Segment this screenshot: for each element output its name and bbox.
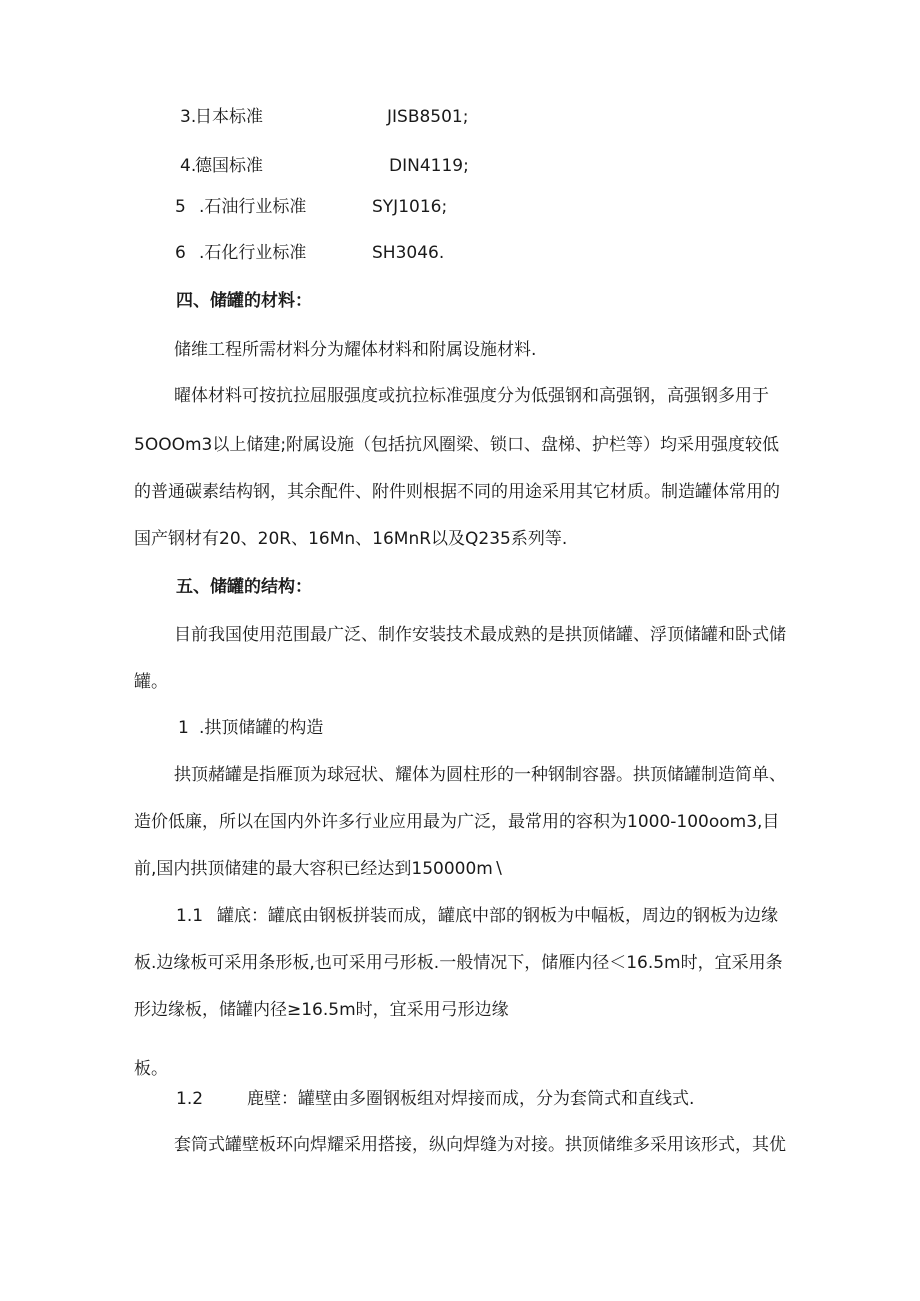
standard-number: 5 (175, 197, 186, 217)
standard-number: 4. (180, 156, 197, 176)
paragraph-line: 前,国内拱顶储建的最大容积已经达到150000m∖ (134, 859, 504, 879)
standard-name: 德国标准 (195, 156, 263, 176)
item-text: 罐底：罐底由钢板拼装而成，罐底中部的钢板为中幅板，周边的钢板为边缘 (217, 906, 778, 926)
item-1-2 (0, 1088, 920, 1110)
paragraph-line: 板.边缘板可采用条形板,也可采用弓形板.一般情况下，储雁内径＜16.5m时，宜采用条 (134, 953, 783, 973)
standard-code: SYJ1016; (372, 197, 448, 217)
standard-code: DIN4119; (389, 156, 469, 176)
item-number: 1.2 (176, 1089, 204, 1109)
paragraph-line: 罐。 (134, 672, 168, 692)
paragraph-line: 5OOOm3以上储建;附属设施（包括抗风圈梁、锁口、盘梯、护栏等）均采用强度较低 (134, 435, 780, 455)
paragraph-line: 曜体材料可按抗拉屈服强度或抗拉标准强度分为低强钢和高强钢，高强钢多用于 (174, 386, 769, 406)
section-heading: 四、储罐的材料： (176, 291, 312, 311)
standard-name: 日本标准 (195, 107, 263, 127)
standard-number: 6 (175, 243, 186, 263)
paragraph: 储维工程所需材料分为耀体材料和附属设施材料. (174, 340, 537, 360)
paragraph-line: 拱顶赭罐是指雁顶为球冠状、耀体为圆柱形的一种钢制容器。拱顶储罐制造简单、 (174, 765, 786, 785)
paragraph-line: 国产钢材有20、20R、16Mn、16MnR以及Q235系列等. (134, 529, 568, 549)
item-number: 1.1 (176, 906, 204, 926)
standard-name: .石化行业标准 (199, 243, 307, 263)
paragraph-line: 形边缘板，储罐内径≥16.5m时，宜采用弓形边缘 (134, 1000, 509, 1020)
standard-item (0, 242, 920, 264)
standard-item (0, 106, 920, 128)
standard-number: 3. (180, 107, 197, 127)
standard-code: SH3046. (372, 243, 445, 263)
paragraph-line: 目前我国使用范围最广泛、制作安装技术最成熟的是拱顶储罐、浮顶储罐和卧式储 (174, 625, 786, 645)
paragraph-line: 造价低廉，所以在国内外许多行业应用最为广泛，最常用的容积为1000-100oom3,目 (134, 812, 780, 832)
standard-name: .石油行业标准 (199, 197, 307, 217)
standard-item (0, 155, 920, 177)
paragraph-line: 套筒式罐壁板环向焊耀采用搭接，纵向焊缝为对接。拱顶储维多采用该形式，其优 (174, 1135, 786, 1155)
paragraph-line: 板。 (134, 1059, 168, 1079)
item-text: 鹿壁：罐壁由多圈钢板组对焊接而成，分为套筒式和直线式. (247, 1089, 695, 1109)
subsection-label: .拱顶储罐的构造 (199, 718, 324, 738)
section-heading: 五、储罐的结构： (176, 577, 312, 597)
item-1-1 (0, 905, 920, 927)
subsection-number: 1 (178, 718, 189, 738)
paragraph-line: 的普通碳素结构钢，其余配件、附件则根据不同的用途采用其它材质。制造罐体常用的 (134, 482, 780, 502)
subsection-title (0, 717, 920, 739)
standard-code: JISB8501; (387, 107, 469, 127)
standard-item (0, 196, 920, 218)
